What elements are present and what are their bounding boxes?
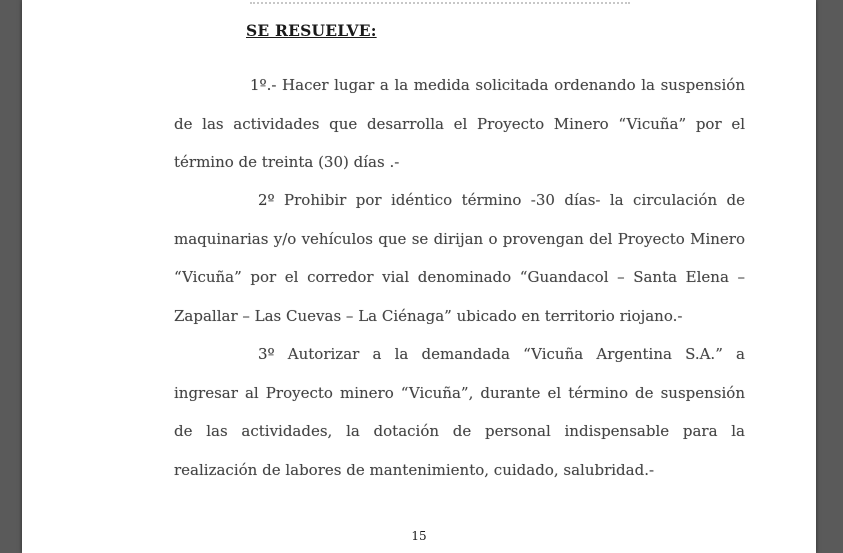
resolution-item-3 <box>174 335 745 489</box>
document-page <box>22 0 816 553</box>
page-number: 15 <box>411 529 427 543</box>
item-number: 2º <box>258 191 275 209</box>
item-text: Hacer lugar a la medida solicitada ordenando la suspensión de las actividades que desarrolla el Proyecto Minero “Vicuña” por el término de treinta (30) días .- <box>174 76 745 171</box>
resolution-item-1 <box>174 66 745 182</box>
previous-line-fragment <box>250 0 630 4</box>
resolution-heading: SE RESUELVE: <box>246 21 377 40</box>
item-number: 3º <box>258 345 275 363</box>
resolution-item-2 <box>174 181 745 335</box>
item-text: Prohibir por idéntico término -30 días- la circulación de maquinarias y/o vehículos que se dirijan o provengan del Proyecto Minero “Vicuña” por el corredor vial denominado “Guandacol – Santa Elena – Zapallar – Las Cuevas – La Ciénaga” ubicado en territorio riojano.- <box>174 191 745 325</box>
item-number: 1º.- <box>250 76 277 94</box>
item-text: Autorizar a la demandada “Vicuña Argentina S.A.” a ingresar al Proyecto minero “Vicuña”, durante el término de suspensión de las actividades, la dotación de personal indispensable para la realización de labores de mantenimiento, cuidado, salubridad.- <box>174 345 745 479</box>
